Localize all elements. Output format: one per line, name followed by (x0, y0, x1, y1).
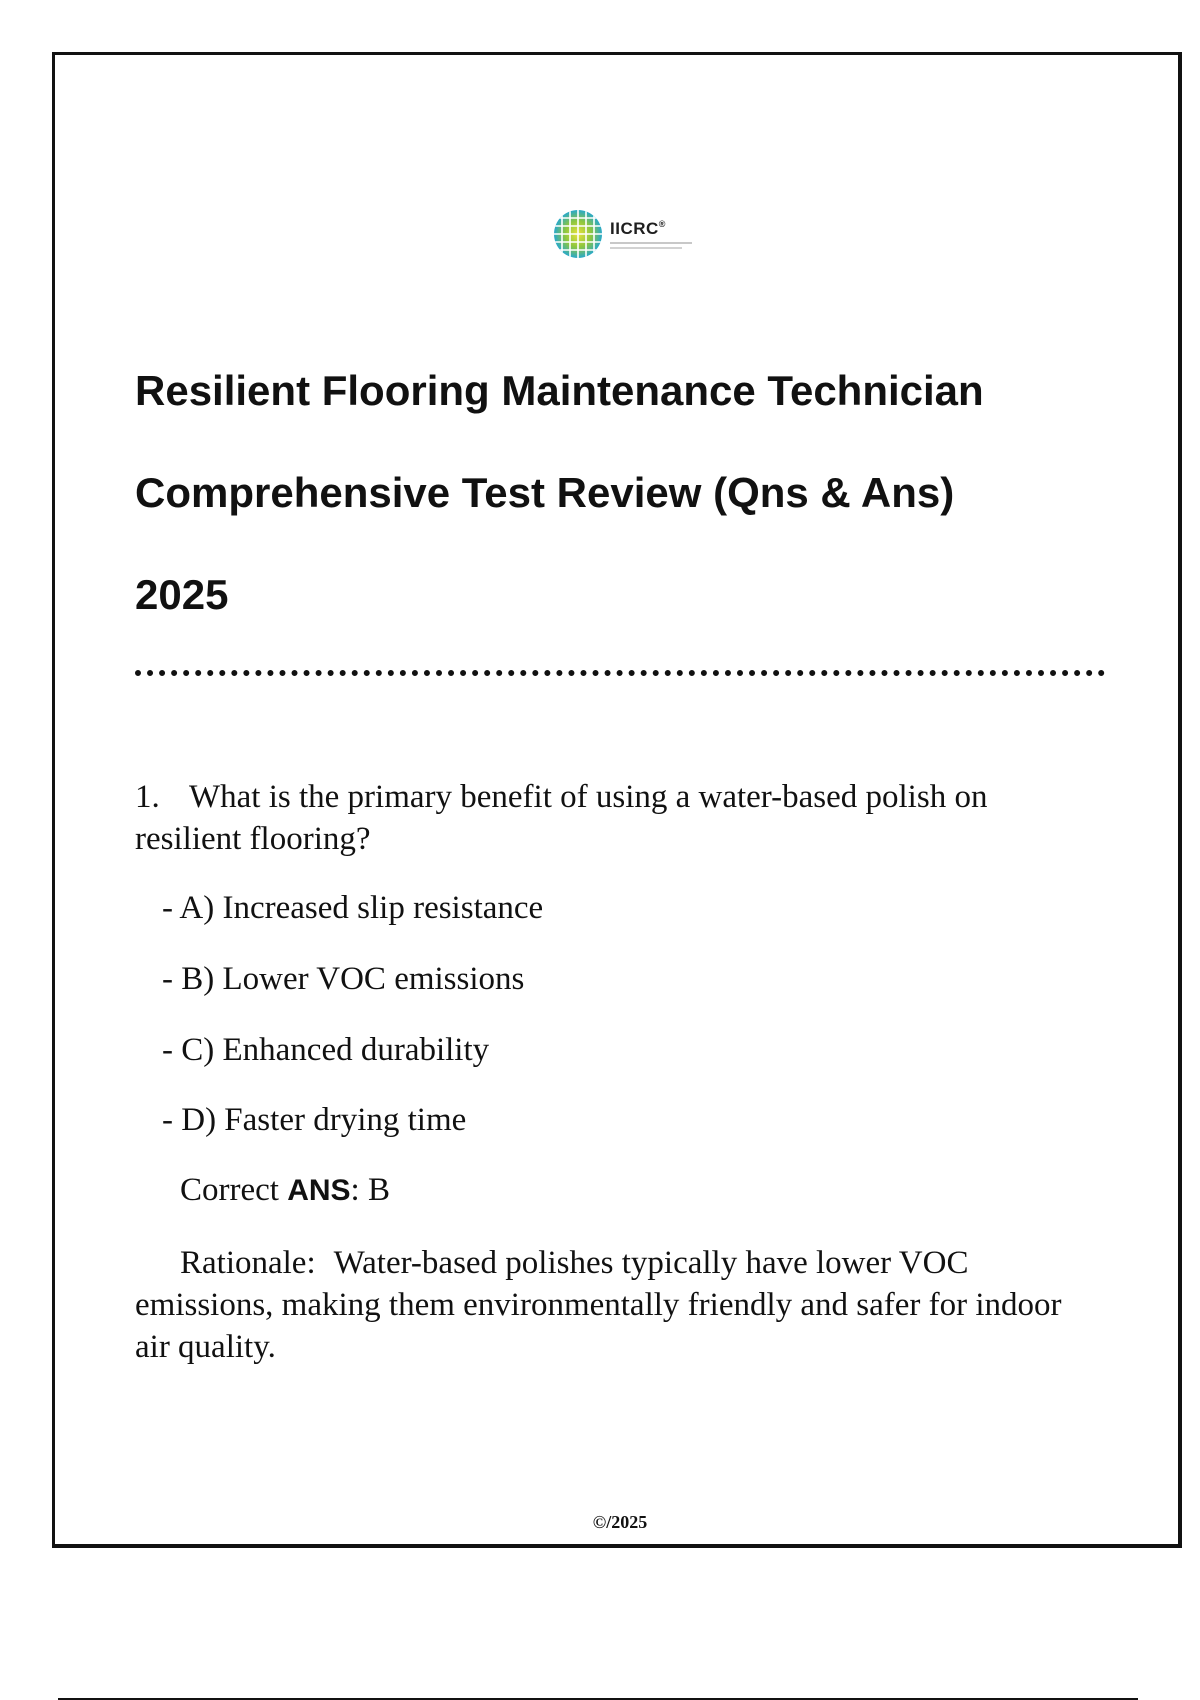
document-title-line-2: Comprehensive Test Review (Qns & Ans) (135, 469, 955, 516)
dotted-divider (135, 670, 1105, 676)
logo-registered-mark: ® (658, 218, 666, 229)
correct-answer (180, 1170, 390, 1211)
rationale-text: Water-based polishes typically have lower VOC emissions, making them environmentally friendly and safer for indoor air quality. (135, 1245, 1062, 1365)
logo-wordmark (610, 220, 692, 249)
question-1 (135, 776, 1075, 860)
copyright-footer: ©/2025 (592, 1512, 648, 1532)
iicrc-logo (552, 208, 692, 260)
answer-label: ANS (287, 1174, 351, 1207)
option-a: - A) Increased slip resistance (162, 890, 544, 926)
globe-icon (552, 208, 604, 260)
rationale (135, 1242, 1075, 1368)
answer-value: : B (350, 1172, 390, 1208)
rationale-label: Rationale: (180, 1245, 316, 1281)
option-c: - C) Enhanced durability (162, 1032, 490, 1068)
document-title-line-1: Resilient Flooring Maintenance Technician (135, 367, 984, 414)
answer-prefix: Correct (180, 1172, 288, 1208)
question-number: 1. (135, 779, 160, 815)
document-title-year: 2025 (135, 571, 229, 618)
logo-name: IICRC (610, 218, 659, 238)
logo-tagline-line (610, 247, 682, 249)
question-text: What is the primary benefit of using a water-based polish on resilient flooring? (135, 779, 988, 857)
logo-tagline-line (610, 242, 692, 244)
option-d: - D) Faster drying time (162, 1102, 467, 1138)
option-b: - B) Lower VOC emissions (162, 961, 525, 997)
